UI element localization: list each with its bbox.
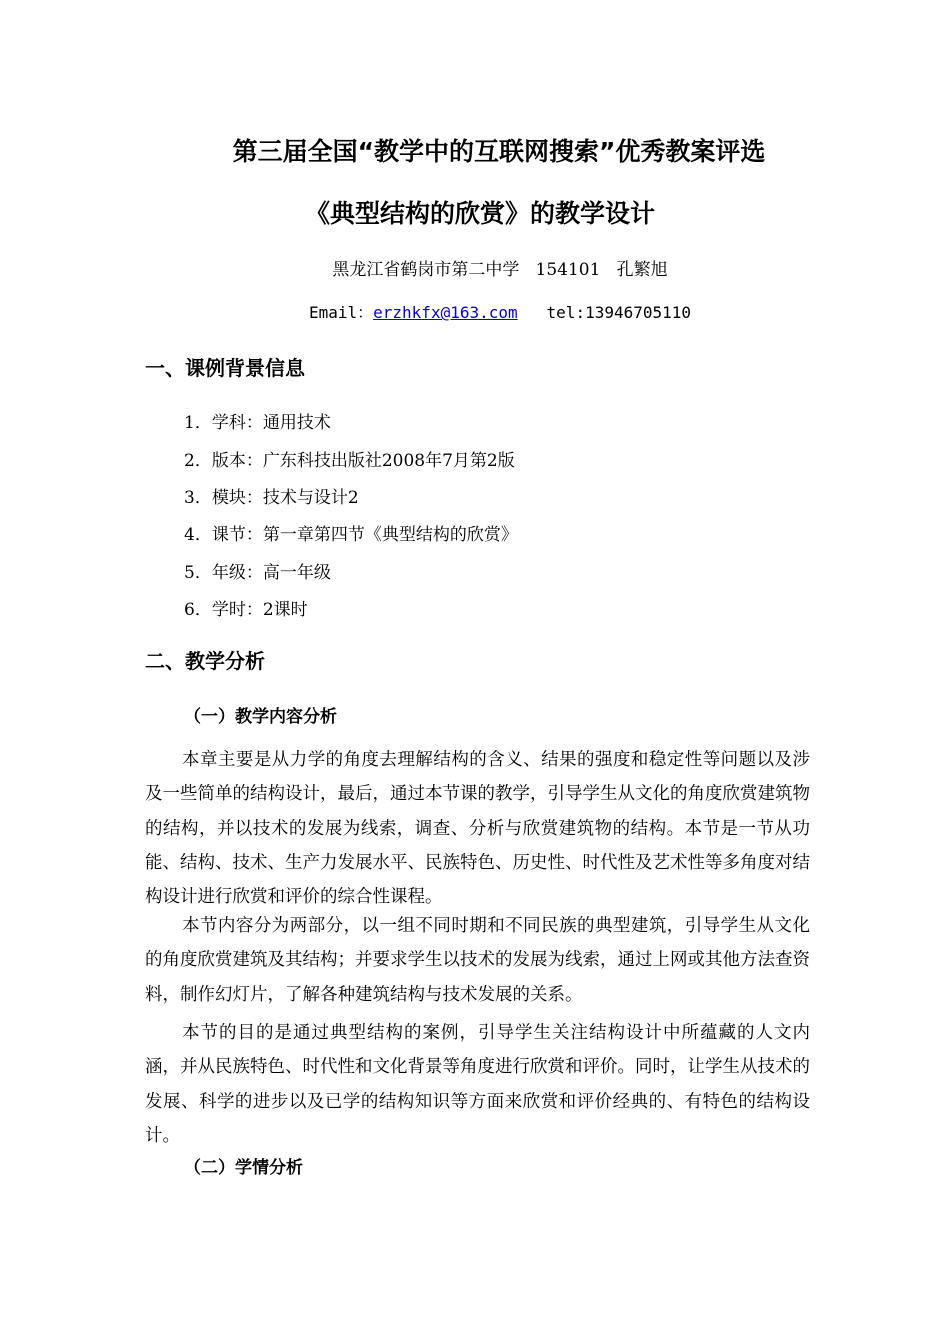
subsection-heading-content: （一）教学内容分析 xyxy=(184,707,337,727)
subsection-heading-learners: （二）学情分析 xyxy=(184,1158,303,1178)
list-item-lesson: 4．课节：第一章第四节《典型结构的欣赏》 xyxy=(184,525,518,545)
section-heading-analysis: 二、教学分析 xyxy=(145,649,265,673)
list-item-module: 3．模块：技术与设计2 xyxy=(184,488,359,508)
contact-line xyxy=(0,301,950,325)
email-label: Email： xyxy=(308,303,374,322)
document-title: 第三届全国“教学中的互联网搜索”优秀教案评选 xyxy=(232,137,766,166)
list-item-hours: 6．学时：2课时 xyxy=(184,600,308,620)
section-heading-background: 一、课例背景信息 xyxy=(145,356,305,380)
tel-text: tel:13946705110 xyxy=(517,303,692,322)
list-item-subject: 1．学科：通用技术 xyxy=(184,413,331,433)
paragraph: 本节的目的是通过典型结构的案例，引导学生关注结构设计中所蕴藏的人文内涵，并从民族特色、时代性和文化背景等角度进行欣赏和评价。同时，让学生从技术的发展、科学的进步以及已学的结构知识等方面来欣赏和评价经典的、有特色的结构设计。 xyxy=(145,1023,810,1146)
document-subtitle: 《典型结构的欣赏》的教学设计 xyxy=(304,199,655,228)
list-item-grade: 5．年级：高一年级 xyxy=(184,563,331,583)
author-line: 黑龙江省鹤岗市第二中学 154101 孔繁旭 xyxy=(332,260,668,280)
email-link[interactable]: erzhkfx@163.com xyxy=(373,303,518,322)
paragraph: 本章主要是从力学的角度去理解结构的含义、结果的强度和稳定性等问题以及涉及一些简单的结构设计，最后，通过本节课的教学，引导学生从文化的角度欣赏建筑物的结构，并以技术的发展为线索，调查、分析与欣赏建筑物的结构。本节是一节从功能、结构、技术、生产力发展水平、民族特色、历史性、时代性及艺术性等多角度对结构设计进行欣赏和评价的综合性课程。 xyxy=(145,750,810,908)
paragraph: 本节内容分为两部分，以一组不同时期和不同民族的典型建筑，引导学生从文化的角度欣赏建筑及其结构；并要求学生以技术的发展为线索，通过上网或其他方法查资料，制作幻灯片，了解各种建筑结构与技术发展的关系。 xyxy=(145,916,810,1005)
list-item-edition: 2．版本：广东科技出版社2008年7月第2版 xyxy=(184,451,515,471)
